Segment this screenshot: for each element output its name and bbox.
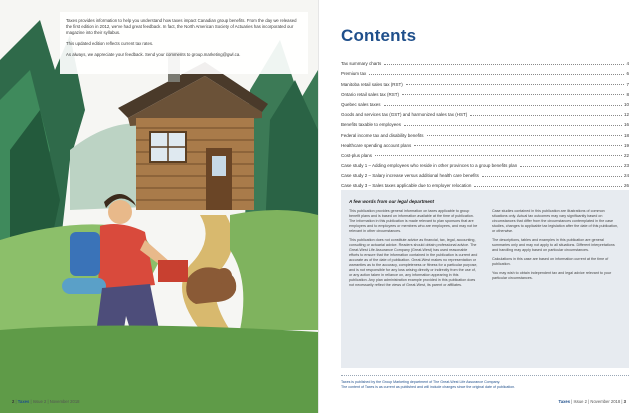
legal-notice-box xyxy=(341,190,629,368)
toc-entry-title: Cost-plus plans xyxy=(341,152,373,158)
toc-entry-title: Goods and services tax (GST) and harmonized sales tax (HST) xyxy=(341,112,468,118)
toc-entry-page: 18 xyxy=(623,132,629,138)
toc-entry[interactable] xyxy=(341,178,629,188)
toc-entry[interactable] xyxy=(341,168,629,178)
toc-entry-page: 26 xyxy=(623,183,629,189)
toc-entry[interactable] xyxy=(341,158,629,168)
left-page-footer: 2 | Taxes | Issue 2 | November 2018 xyxy=(12,399,80,404)
footer-brand: Taxes xyxy=(17,399,30,404)
toc-entry-page: 16 xyxy=(623,122,629,128)
toc-entry-page: 4 xyxy=(626,61,629,67)
toc-leader xyxy=(404,125,622,126)
toc-entry[interactable] xyxy=(341,56,629,66)
legal-paragraph: You may wish to obtain independent tax and legal advice relevant to your particular circumstances. xyxy=(492,271,612,280)
toc-entry-page: 8 xyxy=(626,91,629,97)
toc-leader xyxy=(474,186,622,187)
toc-entry[interactable] xyxy=(341,97,629,107)
toc-leader xyxy=(384,64,624,65)
toc-entry-title: Federal income tax and disability benefits xyxy=(341,132,424,138)
publication-note-line: Taxes is published by the Group Marketing department of The Great-West Life Assurance Company. xyxy=(341,380,501,384)
table-of-contents xyxy=(341,56,629,199)
toc-entry-title: Quebec sales taxes xyxy=(341,101,381,107)
toc-entry[interactable] xyxy=(341,66,629,76)
toc-leader xyxy=(520,166,622,167)
toc-entry-page: 7 xyxy=(626,81,629,87)
toc-entry[interactable] xyxy=(341,76,629,86)
publication-note-line: The content of Taxes is as current as published and will include changes since the original date of publication. xyxy=(341,385,516,389)
toc-entry[interactable] xyxy=(341,87,629,97)
toc-entry-title: Case study 3 – Sales taxes applicable due to employer relocation xyxy=(341,183,472,189)
intro-paragraph: Taxes provides information to help you understand how taxes impact Canadian group benefits. From the day we released the first edition in 2012, we've had great feedback. In fact, the North American Society of Actuaries has incorporated our magazine into their syllabus. xyxy=(66,18,297,35)
toc-entry-page: 23 xyxy=(623,163,629,169)
right-page xyxy=(319,0,638,413)
page-number: 2 xyxy=(12,399,15,404)
toc-entry-title: Case study 2 – Salary increase versus additional health care benefits xyxy=(341,173,479,179)
legal-paragraph: Case studies contained in this publication are illustrations of common situations only. Actual tax outcomes may vary significantly based on circumstances that differ from the circumstances contemplated in the case studies, changes to applicable tax legislation after the date of this publication, or otherwise. xyxy=(492,209,619,233)
legal-paragraph: The descriptions, tables and examples in this publication are general summaries only and may not apply to all situations. Different interpretations and handling may apply based on particular circumstances. xyxy=(492,238,615,252)
toc-entry[interactable] xyxy=(341,117,629,127)
toc-leader xyxy=(375,155,622,156)
toc-entry-page: 12 xyxy=(623,112,629,118)
toc-leader xyxy=(427,135,622,136)
toc-leader xyxy=(470,115,622,116)
toc-entry-title: Premium tax xyxy=(341,71,367,77)
toc-entry-title: Benefits taxable to employees xyxy=(341,122,402,128)
toc-entry-title: Case study 1 – Adding employees who reside in other provinces to a group benefits plan xyxy=(341,163,518,169)
toc-leader xyxy=(402,94,624,95)
toc-entry-page: 19 xyxy=(623,142,629,148)
legal-paragraph: Calculations in this case are based on information current at the time of publication. xyxy=(492,257,609,266)
intro-text xyxy=(66,18,302,63)
toc-entry-title: Healthcare spending account plans xyxy=(341,142,412,148)
footer-issue: Issue 2 | November 2018 xyxy=(32,399,80,404)
toc-leader xyxy=(384,105,622,106)
toc-leader xyxy=(414,145,622,146)
legal-column-right xyxy=(492,209,621,292)
toc-entry-title: Tax summary charts xyxy=(341,61,382,67)
toc-leader xyxy=(369,74,624,75)
legal-paragraph: This publication does not constitute advice as financial, tax, legal, accounting, consulting or actuarial advice. Readers should obtain professional advice. The Great-West Life Assurance Company (Great-West) has used reasonable efforts to ensure that the information contained in the publication is current and accurate as of the date of publication. Great-West makes no representation or warranties as to the accuracy, completeness or fitness for a particular purpose, and is not responsible for any loss arising directly or indirectly from the use of, or any action taken in reliance on, any information appearing in this publication. Any plan administration example provided in this publication does not necessarily reflect the views of Great-West, its parent or affiliates. xyxy=(349,238,478,287)
toc-entry[interactable] xyxy=(341,138,629,148)
toc-entry[interactable] xyxy=(341,148,629,158)
toc-entry[interactable] xyxy=(341,107,629,117)
legal-column-left xyxy=(349,209,478,292)
intro-paragraph: This updated edition reflects current tax rates. xyxy=(66,41,154,46)
toc-entry-title: Ontario retail sales tax (RST) xyxy=(341,91,400,97)
toc-entry-page: 10 xyxy=(623,101,629,107)
footer-issue: Issue 2 | November 2018 xyxy=(573,399,621,404)
intro-paragraph: As always, we appreciate your feedback. Send your comments to group.marketing@gwl.ca. xyxy=(66,52,241,57)
toc-entry-page: 22 xyxy=(623,152,629,158)
publication-note xyxy=(341,375,629,390)
toc-entry-page: 24 xyxy=(623,173,629,179)
legal-notice-title: A few words from our legal department xyxy=(349,199,435,204)
footer-brand: Taxes xyxy=(558,399,571,404)
right-page-footer: Taxes | Issue 2 | November 2018 | 3 xyxy=(558,399,626,404)
toc-leader xyxy=(406,84,625,85)
toc-entry-title: Manitoba retail sales tax (RST) xyxy=(341,81,403,87)
page-title: Contents xyxy=(341,26,417,45)
toc-leader xyxy=(482,176,622,177)
toc-entry[interactable] xyxy=(341,127,629,137)
left-page xyxy=(0,0,318,413)
page-number: 3 xyxy=(623,399,626,404)
legal-paragraph: This publication provides general information on taxes applicable to group benefit plans and is based on information available at the time of publication. The information in this publication is made relevant to plan sponsors that are employers and to employees or members who are employees, and may not be relevant in other circumstances. xyxy=(349,209,478,233)
toc-entry-page: 6 xyxy=(626,71,629,77)
